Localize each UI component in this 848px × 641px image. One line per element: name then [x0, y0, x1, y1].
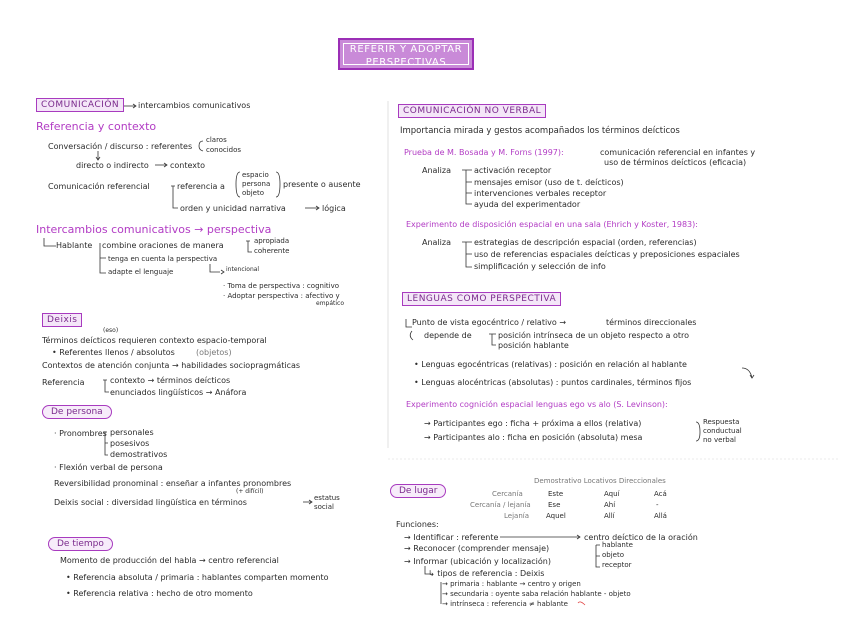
adoptar-perspectiva-text: · Adoptar perspectiva : afectivo y — [223, 292, 340, 300]
coherente-text: coherente — [254, 247, 290, 255]
flexion-text: · Flexión verbal de persona — [54, 463, 163, 472]
receptor-label: receptor — [602, 561, 632, 569]
demostrativos-text: demostrativos — [110, 450, 168, 459]
reversibilidad-text: Reversibilidad pronominal : enseñar a infantes pronombres — [54, 479, 292, 488]
analiza-item-2: mensajes emisor (uso de t. deícticos) — [474, 178, 624, 187]
analiza-item-4: ayuda del experimentador — [474, 200, 581, 209]
intercambios-heading: Intercambios comunicativos → perspectiva — [36, 223, 272, 236]
participantes-alo-text: → Participantes alo : ficha en posición (absoluta) mesa — [424, 433, 643, 442]
persona-heading: De persona — [42, 405, 112, 419]
lenguas-heading: LENGUAS COMO PERSPECTIVA — [402, 292, 561, 306]
lugar-table-title: Demostrativo Locativos Direccionales — [534, 477, 666, 485]
table-cell-dir: - — [656, 501, 659, 509]
table-row-label: Lejanía — [504, 512, 529, 520]
punto-vista-text: Punto de vista egocéntrico / relativo → — [412, 318, 567, 327]
participantes-ego-text: → Participantes ego : ficha + próxima a ellos (relativa) — [424, 419, 642, 428]
logica-text: lógica — [322, 204, 346, 213]
analiza-item-3: intervenciones verbales receptor — [474, 189, 607, 198]
table-cell-dem: Este — [548, 490, 564, 498]
conductual-text: conductual — [703, 427, 742, 435]
toma-perspectiva-text: · Toma de perspectiva : cognitivo — [223, 282, 340, 290]
contextos-text: Contextos de atención conjunta → habilidades sociopragmáticas — [42, 361, 301, 370]
posicion-intrinseca-text: posición intrínseca de un objeto respecto a otro — [498, 331, 690, 340]
referencia-relativa-text: • Referencia relativa : hecho de otro momento — [66, 589, 253, 598]
contexto-terminos-text: contexto → términos deícticos — [110, 376, 231, 385]
comunicacion-arrow-text: intercambios comunicativos — [138, 101, 251, 110]
directo-text: directo o indirecto — [76, 161, 149, 170]
lugar-heading: De lugar — [390, 484, 446, 498]
deixis-social-text: Deixis social : diversidad lingüística en términos — [54, 498, 247, 507]
personales-text: personales — [110, 428, 154, 437]
referencia-text: Referencia — [42, 378, 85, 387]
comunicacion-referencial-text: Comunicación referencial — [48, 182, 150, 191]
estatus-text: estatus — [314, 494, 340, 502]
tiempo-heading: De tiempo — [48, 537, 113, 551]
secundaria-text: → secundaria : oyente saba relación hablante - objeto — [442, 590, 631, 598]
prueba-desc-2: uso de términos deícticos (eficacia) — [604, 158, 747, 167]
espacio-text: espacio — [242, 171, 269, 179]
primaria-text: → primaria : hablante → centro y origen — [442, 580, 581, 588]
intrinseca-text: → intrínseca : referencia ≠ hablante — [442, 600, 568, 608]
table-cell-loc: Ahí — [604, 501, 616, 509]
social-text: social — [314, 503, 334, 511]
analiza2-item-1: estrategias de descripción espacial (orden, referencias) — [474, 238, 697, 247]
apropiada-text: apropiada — [254, 237, 290, 245]
centro-deictico-text: centro deíctico de la oración — [584, 533, 698, 542]
table-row-label: Cercanía / lejanía — [470, 501, 531, 509]
enunciados-text: enunciados lingüísticos → Anáfora — [110, 388, 247, 397]
terminos-text: Términos deícticos requieren contexto espacio-temporal — [42, 336, 267, 345]
referentes-text: • Referentes llenos / absolutos — [52, 348, 175, 357]
orden-text: orden y unicidad narrativa — [180, 204, 286, 213]
analiza-item-1: activación receptor — [474, 166, 552, 175]
objeto-text: objeto — [242, 189, 265, 197]
intencional-text: intencional — [226, 266, 260, 273]
prueba-text: Prueba de M. Bosada y M. Forns (1997): — [404, 148, 564, 157]
analiza-text-2: Analiza — [422, 238, 451, 247]
conocidos-text: conocidos — [206, 146, 242, 154]
table-cell-dem: Aquel — [546, 512, 566, 520]
referencia-a-text: referencia a — [177, 182, 225, 191]
persona-text: persona — [242, 180, 271, 188]
claros-text: claros — [206, 136, 227, 144]
table-cell-dir: Allá — [654, 512, 667, 520]
momento-text: Momento de producción del habla → centro referencial — [60, 556, 279, 565]
reconocer-text: → Reconocer (comprender mensaje) — [404, 544, 550, 553]
eso-text: (eso) — [103, 327, 119, 334]
analiza2-item-2: uso de referencias espaciales deícticas y preposiciones espaciales — [474, 250, 740, 259]
posesivos-text: posesivos — [110, 439, 150, 448]
referencia-contexto-heading: Referencia y contexto — [36, 120, 157, 133]
respuesta-text: Respuesta — [703, 418, 740, 426]
presente-ausente-text: presente o ausente — [283, 180, 361, 189]
posicion-hablante-text: posición hablante — [498, 341, 569, 350]
analiza2-item-3: simplificación y selección de info — [474, 262, 606, 271]
tipos-referencia-text: ↳ tipos de referencia : Deixis — [428, 569, 545, 578]
objeto-label: objeto — [602, 551, 625, 559]
table-cell-loc: Aquí — [604, 490, 620, 498]
table-cell-loc: Allí — [604, 512, 615, 520]
referencia-absoluta-text: • Referencia absoluta / primaria : hablantes comparten momento — [66, 573, 329, 582]
adapte-text: adapte el lenguaje — [108, 268, 174, 276]
tenga-text: tenga en cuenta la perspectiva — [108, 255, 218, 263]
conversacion-text: Conversación / discurso : referentes — [48, 142, 193, 151]
table-cell-dem: Ese — [548, 501, 561, 509]
hablante-text: Hablante — [56, 241, 93, 250]
no-verbal-heading: COMUNICACIÓN NO VERBAL — [398, 104, 546, 118]
prueba-desc-1: comunicación referencial en infantes y — [600, 148, 756, 157]
title-line-1: REFERIR Y ADOPTAR — [349, 44, 463, 55]
title-line-2: PERSPECTIVAS — [365, 57, 447, 68]
deixis-heading: Deixis — [42, 313, 82, 327]
empatico-text: empático — [316, 300, 345, 307]
terminos-direccionales-text: términos direccionales — [606, 318, 697, 327]
contexto-text: contexto — [170, 161, 206, 170]
dificil-text: (+ difícil) — [236, 488, 264, 495]
analiza-text-1: Analiza — [422, 166, 451, 175]
informar-text: → Informar (ubicación y localización) — [404, 557, 551, 566]
pronombres-text: · Pronombres — [54, 429, 107, 438]
experimento-sala-text: Experimento de disposición espacial en una sala (Ehrich y Koster, 1983): — [406, 220, 698, 229]
hablante-label: hablante — [602, 541, 633, 549]
no-verbal-text: no verbal — [703, 436, 736, 444]
identificar-text: → Identificar : referente — [404, 533, 499, 542]
combine-text: combine oraciones de manera — [102, 241, 224, 250]
lenguas-ego-text: • Lenguas egocéntricas (relativas) : posición en relación al hablante — [414, 360, 687, 369]
table-cell-dir: Acá — [654, 490, 667, 498]
comunicacion-heading: COMUNICACIÓN — [36, 98, 124, 112]
importancia-text: Importancia mirada y gestos acompañados los términos deícticos — [400, 126, 680, 136]
lenguas-alo-text: • Lenguas alocéntricas (absolutas) : puntos cardinales, términos fijos — [414, 378, 692, 387]
funciones-text: Funciones: — [396, 520, 439, 529]
experimento-levinson-text: Experimento cognición espacial lenguas ego vs alo (S. Levinson): — [406, 400, 668, 409]
table-row-label: Cercanía — [492, 490, 523, 498]
objetos-text: (objetos) — [196, 348, 232, 357]
depende-text: depende de — [424, 331, 472, 340]
